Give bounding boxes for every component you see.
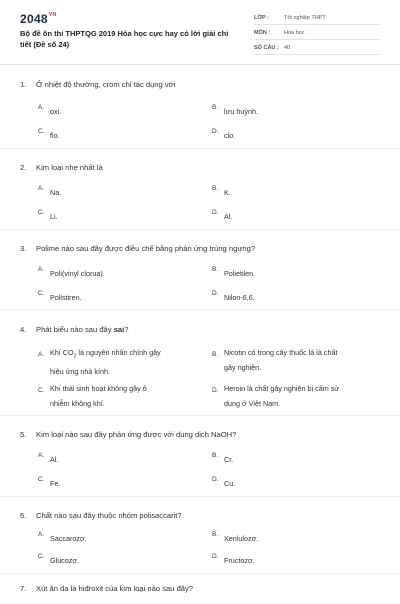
logo-suffix: VN — [48, 12, 57, 18]
option-letter: A. — [38, 266, 45, 273]
option-letter: C. — [38, 387, 45, 394]
option-text-line: Heroin là chất gây nghiện bị cấm sử — [224, 384, 340, 393]
option-text: Polistiren. — [50, 293, 82, 302]
meta-value: Tốt nghiệp THPT — [284, 15, 326, 21]
option-letter: C. — [38, 290, 45, 297]
option-text: Al. — [224, 212, 233, 221]
option-d[interactable] — [212, 476, 235, 491]
meta-info — [254, 12, 380, 57]
option-text: clo. — [224, 131, 236, 140]
option-b[interactable] — [212, 266, 255, 281]
option-b[interactable] — [212, 345, 337, 375]
logo[interactable] — [20, 12, 56, 26]
option-a[interactable] — [38, 452, 58, 467]
option-letter: B. — [212, 104, 219, 111]
meta-key: SỐ CÂU : — [254, 45, 279, 51]
question-number: 7. — [20, 584, 27, 593]
header-divider — [0, 64, 400, 65]
question-6 — [0, 497, 400, 574]
option-text: Poli(vinyl clorua). — [50, 269, 105, 278]
option-d[interactable] — [212, 128, 235, 143]
question-text-start: Phát biểu nào sau đây — [36, 325, 114, 334]
meta-key: MÔN : — [254, 30, 271, 36]
option-a[interactable] — [38, 345, 161, 379]
question-header — [20, 584, 193, 593]
question-text-emphasis: sai — [113, 325, 125, 334]
option-text — [50, 345, 161, 379]
option-c[interactable] — [38, 553, 79, 568]
option-d[interactable] — [212, 381, 339, 411]
option-letter: C. — [38, 553, 45, 560]
option-text-line: Nicotin có trong cây thuốc lá là chất — [224, 348, 338, 357]
question-list — [0, 66, 400, 604]
question-text: Ở nhiệt độ thường, crom chỉ tác dụng với — [36, 80, 176, 89]
page-header — [0, 0, 400, 64]
meta-row-count — [254, 42, 380, 55]
meta-key: LỚP : — [254, 15, 269, 21]
question-header — [20, 511, 182, 520]
option-letter: C. — [38, 128, 45, 135]
question-number: 2. — [20, 163, 27, 172]
question-header — [20, 80, 175, 89]
question-number: 6. — [20, 511, 27, 520]
option-b[interactable] — [212, 531, 258, 546]
question-text-end: ? — [124, 325, 129, 334]
question-1 — [0, 66, 400, 149]
option-text: K. — [224, 188, 231, 197]
question-4 — [0, 311, 400, 416]
option-text: Al. — [50, 455, 59, 464]
option-text: Fructozơ. — [224, 556, 255, 565]
option-text: lưu huỳnh. — [224, 107, 258, 116]
option-letter: D. — [212, 209, 219, 216]
option-text-part: Khí CO — [50, 348, 74, 357]
option-b[interactable] — [212, 452, 233, 467]
option-text: Li. — [50, 212, 58, 221]
option-text-part: là nguyên nhân chính gây — [76, 348, 161, 357]
option-text: Polietilen. — [224, 269, 256, 278]
option-text: Cr. — [224, 455, 234, 464]
question-header — [20, 244, 255, 253]
option-text — [224, 381, 339, 411]
option-letter: B. — [212, 185, 219, 192]
question-number: 5. — [20, 430, 27, 439]
question-header — [20, 163, 103, 172]
option-letter: B. — [212, 351, 219, 358]
question-2 — [0, 149, 400, 230]
option-text: Cu. — [224, 479, 236, 488]
question-text — [36, 325, 128, 334]
option-c[interactable] — [38, 290, 82, 305]
option-letter: A. — [38, 452, 45, 459]
option-text — [224, 345, 337, 375]
option-letter: A. — [38, 185, 45, 192]
option-text — [50, 381, 147, 411]
option-c[interactable] — [38, 381, 147, 411]
question-number: 1. — [20, 80, 27, 89]
option-b[interactable] — [212, 104, 258, 119]
option-text: Glucozơ. — [50, 556, 80, 565]
meta-value: Hóa học — [284, 30, 305, 36]
option-text-line: hiệu ứng nhà kính. — [50, 367, 110, 377]
option-letter: D. — [212, 476, 219, 483]
option-d[interactable] — [212, 553, 255, 568]
option-text: Nilon-6,6. — [224, 293, 255, 302]
option-d[interactable] — [212, 209, 232, 224]
option-letter: D. — [212, 128, 219, 135]
question-text: Chất nào sau đây thuộc nhóm polisaccarit? — [36, 511, 182, 520]
question-header — [20, 325, 128, 334]
option-letter: A. — [38, 531, 45, 538]
option-c[interactable] — [38, 476, 60, 491]
option-text: oxi. — [50, 107, 62, 116]
option-letter: D. — [212, 553, 219, 560]
option-letter: B. — [212, 531, 219, 538]
option-text-line: gây nghiện. — [224, 363, 262, 372]
option-letter: A. — [38, 351, 45, 358]
logo-text: 2048 — [20, 12, 48, 26]
option-letter: D. — [212, 387, 219, 394]
question-3 — [0, 230, 400, 311]
option-text: Na. — [50, 188, 62, 197]
option-letter: A. — [38, 104, 45, 111]
option-text: Saccarozơ. — [50, 534, 87, 543]
option-letter: B. — [212, 452, 219, 459]
question-number: 4. — [20, 325, 27, 334]
option-letter: B. — [212, 266, 219, 273]
document-title: Bộ đề ôn thi THPTQG 2019 Hóa học cực hay có lời giải chi tiết (Đề số 24) — [20, 29, 229, 49]
option-a[interactable] — [38, 185, 61, 200]
question-text: Polime nào sau đây được điều chế bằng phản ứng trùng ngưng? — [36, 244, 256, 253]
option-a[interactable] — [38, 531, 87, 546]
option-text-line: dụng ở Việt Nam. — [224, 399, 281, 408]
question-number: 3. — [20, 244, 27, 253]
option-a[interactable] — [38, 104, 61, 119]
option-text-line: Khí thải sinh hoạt không gây ô — [50, 384, 147, 393]
option-subscript: 2 — [73, 353, 77, 360]
option-d[interactable] — [212, 290, 255, 305]
option-text: Fe. — [50, 479, 61, 488]
option-text: flo. — [50, 131, 60, 140]
question-header — [20, 430, 236, 439]
option-c[interactable] — [38, 209, 58, 224]
option-b[interactable] — [212, 185, 231, 200]
meta-row-subject — [254, 27, 380, 40]
option-text: Xenlulozơ. — [224, 534, 259, 543]
meta-row-class — [254, 12, 380, 25]
question-text: Kim loại nào sau đây phản ứng được với dung dịch NaOH? — [36, 430, 237, 439]
question-text: Kim loại nhẹ nhất là — [36, 163, 103, 172]
question-text: Xút ăn da là hiđroxit của kim loại nào sau đây? — [36, 584, 194, 593]
meta-value: 40 — [284, 45, 291, 51]
question-5 — [0, 416, 400, 497]
option-c[interactable] — [38, 128, 60, 143]
option-a[interactable] — [38, 266, 105, 281]
option-letter: C. — [38, 209, 45, 216]
option-text-line: nhiễm không khí. — [50, 399, 105, 408]
option-letter: C. — [38, 476, 45, 483]
option-letter: D. — [212, 290, 219, 297]
